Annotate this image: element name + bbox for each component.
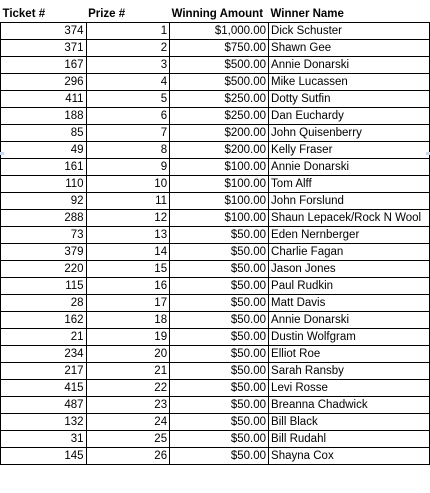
cell-ticket[interactable]: 145 — [1, 447, 87, 464]
cell-prize[interactable]: 5 — [86, 90, 170, 107]
cell-winner-name[interactable]: Dan Euchardy — [269, 107, 430, 124]
header-prize[interactable]: Prize # — [86, 0, 170, 22]
cell-amount[interactable]: $50.00 — [170, 396, 269, 413]
cell-winner-name[interactable]: Mike Lucassen — [269, 73, 430, 90]
cell-winner-name[interactable]: Jason Jones — [269, 260, 430, 277]
table-row — [1, 107, 430, 124]
table-row — [1, 396, 430, 413]
cell-prize[interactable]: 10 — [86, 175, 170, 192]
cell-amount[interactable]: $50.00 — [170, 277, 269, 294]
cell-prize[interactable]: 26 — [86, 447, 170, 464]
cell-ticket[interactable]: 161 — [1, 158, 87, 175]
cell-prize[interactable]: 25 — [86, 430, 170, 447]
cell-prize[interactable]: 11 — [86, 192, 170, 209]
table-row — [1, 447, 430, 464]
table-row — [1, 311, 430, 328]
cell-ticket[interactable]: 217 — [1, 362, 87, 379]
cell-winner-name[interactable]: Levi Rosse — [269, 379, 430, 396]
cell-prize[interactable]: 6 — [86, 107, 170, 124]
table-row — [1, 90, 430, 107]
row-marker-left — [0, 152, 4, 155]
table-row — [1, 73, 430, 90]
cell-prize[interactable]: 19 — [86, 328, 170, 345]
cell-amount[interactable]: $100.00 — [170, 175, 269, 192]
cell-winner-name[interactable]: Bill Rudahl — [269, 430, 430, 447]
row-marker-right — [426, 152, 430, 155]
cell-ticket[interactable]: 31 — [1, 430, 87, 447]
cell-ticket[interactable]: 288 — [1, 209, 87, 226]
cell-winner-name[interactable]: John Quisenberry — [269, 124, 430, 141]
cell-prize[interactable]: 1 — [86, 22, 170, 39]
cell-ticket[interactable]: 21 — [1, 328, 87, 345]
cell-winner-name[interactable]: Matt Davis — [269, 294, 430, 311]
cell-amount[interactable]: $750.00 — [170, 39, 269, 56]
cell-prize[interactable]: 2 — [86, 39, 170, 56]
table-row — [1, 294, 430, 311]
cell-ticket[interactable]: 115 — [1, 277, 87, 294]
cell-prize[interactable]: 24 — [86, 413, 170, 430]
cell-prize[interactable]: 9 — [86, 158, 170, 175]
cell-amount[interactable]: $50.00 — [170, 311, 269, 328]
cell-winner-name[interactable]: Sarah Ransby — [269, 362, 430, 379]
cell-winner-name[interactable]: Dotty Sutfin — [269, 90, 430, 107]
header-ticket[interactable]: Ticket # — [1, 0, 87, 22]
cell-prize[interactable]: 14 — [86, 243, 170, 260]
cell-amount[interactable]: $50.00 — [170, 243, 269, 260]
cell-winner-name[interactable]: Eden Nernberger — [269, 226, 430, 243]
cell-prize[interactable]: 17 — [86, 294, 170, 311]
cell-winner-name[interactable]: John Forslund — [269, 192, 430, 209]
cell-prize[interactable]: 22 — [86, 379, 170, 396]
cell-ticket[interactable]: 132 — [1, 413, 87, 430]
table-body — [1, 22, 430, 464]
cell-amount[interactable]: $1,000.00 — [170, 22, 269, 39]
cell-winner-name[interactable]: Kelly Fraser — [269, 141, 430, 158]
cell-ticket[interactable]: 92 — [1, 192, 87, 209]
cell-amount[interactable]: $200.00 — [170, 124, 269, 141]
cell-prize[interactable]: 21 — [86, 362, 170, 379]
cell-amount[interactable]: $50.00 — [170, 413, 269, 430]
cell-winner-name[interactable]: Elliot Roe — [269, 345, 430, 362]
cell-winner-name[interactable]: Bill Black — [269, 413, 430, 430]
cell-ticket[interactable]: 487 — [1, 396, 87, 413]
cell-ticket[interactable]: 28 — [1, 294, 87, 311]
cell-amount[interactable]: $50.00 — [170, 447, 269, 464]
cell-amount[interactable]: $50.00 — [170, 362, 269, 379]
cell-prize[interactable]: 15 — [86, 260, 170, 277]
cell-prize[interactable]: 7 — [86, 124, 170, 141]
cell-winner-name[interactable]: Paul Rudkin — [269, 277, 430, 294]
cell-amount[interactable]: $500.00 — [170, 73, 269, 90]
header-name[interactable]: Winner Name — [269, 0, 430, 22]
table-row — [1, 209, 430, 226]
cell-ticket[interactable]: 188 — [1, 107, 87, 124]
cell-prize[interactable]: 16 — [86, 277, 170, 294]
cell-ticket[interactable]: 415 — [1, 379, 87, 396]
table-row — [1, 328, 430, 345]
cell-ticket[interactable]: 110 — [1, 175, 87, 192]
cell-amount[interactable]: $50.00 — [170, 226, 269, 243]
table-row — [1, 22, 430, 39]
cell-winner-name[interactable]: Shayna Cox — [269, 447, 430, 464]
header-row — [1, 0, 430, 22]
table-row — [1, 192, 430, 209]
table-row — [1, 39, 430, 56]
cell-amount[interactable]: $500.00 — [170, 56, 269, 73]
cell-winner-name[interactable]: Annie Donarski — [269, 311, 430, 328]
table-row — [1, 362, 430, 379]
cell-prize[interactable]: 3 — [86, 56, 170, 73]
cell-amount[interactable]: $250.00 — [170, 107, 269, 124]
cell-winner-name[interactable]: Annie Donarski — [269, 56, 430, 73]
cell-amount[interactable]: $100.00 — [170, 158, 269, 175]
cell-amount[interactable]: $100.00 — [170, 209, 269, 226]
cell-winner-name[interactable]: Shaun Lepacek/Rock N Wool — [269, 209, 430, 226]
cell-winner-name[interactable]: Breanna Chadwick — [269, 396, 430, 413]
cell-ticket[interactable]: 371 — [1, 39, 87, 56]
cell-prize[interactable]: 8 — [86, 141, 170, 158]
cell-winner-name[interactable]: Dustin Wolfgram — [269, 328, 430, 345]
table-row — [1, 430, 430, 447]
cell-amount[interactable]: $50.00 — [170, 430, 269, 447]
cell-prize[interactable]: 13 — [86, 226, 170, 243]
cell-amount[interactable]: $100.00 — [170, 192, 269, 209]
cell-ticket[interactable]: 49 — [1, 141, 87, 158]
cell-winner-name[interactable]: Annie Donarski — [269, 158, 430, 175]
cell-ticket[interactable]: 162 — [1, 311, 87, 328]
table-row — [1, 56, 430, 73]
cell-prize[interactable]: 4 — [86, 73, 170, 90]
table-row — [1, 226, 430, 243]
cell-amount[interactable]: $50.00 — [170, 345, 269, 362]
cell-ticket[interactable]: 374 — [1, 22, 87, 39]
table-row — [1, 413, 430, 430]
cell-ticket[interactable]: 167 — [1, 56, 87, 73]
cell-winner-name[interactable]: Shawn Gee — [269, 39, 430, 56]
cell-amount[interactable]: $50.00 — [170, 328, 269, 345]
cell-amount[interactable]: $50.00 — [170, 294, 269, 311]
table-row — [1, 124, 430, 141]
cell-amount[interactable]: $50.00 — [170, 379, 269, 396]
cell-prize[interactable]: 12 — [86, 209, 170, 226]
table-row — [1, 277, 430, 294]
table-row — [1, 158, 430, 175]
cell-ticket[interactable]: 379 — [1, 243, 87, 260]
cell-winner-name[interactable]: Dick Schuster — [269, 22, 430, 39]
table-row — [1, 345, 430, 362]
cell-amount[interactable]: $200.00 — [170, 141, 269, 158]
cell-winner-name[interactable]: Charlie Fagan — [269, 243, 430, 260]
table-row — [1, 141, 430, 158]
cell-winner-name[interactable]: Tom Alff — [269, 175, 430, 192]
cell-prize[interactable]: 20 — [86, 345, 170, 362]
cell-prize[interactable]: 23 — [86, 396, 170, 413]
cell-ticket[interactable]: 73 — [1, 226, 87, 243]
table-row — [1, 260, 430, 277]
cell-ticket[interactable]: 220 — [1, 260, 87, 277]
cell-prize[interactable]: 18 — [86, 311, 170, 328]
table-row — [1, 243, 430, 260]
cell-ticket[interactable]: 234 — [1, 345, 87, 362]
table-row — [1, 379, 430, 396]
cell-ticket[interactable]: 411 — [1, 90, 87, 107]
table-row — [1, 175, 430, 192]
cell-amount[interactable]: $50.00 — [170, 260, 269, 277]
cell-amount[interactable]: $250.00 — [170, 90, 269, 107]
cell-ticket[interactable]: 296 — [1, 73, 87, 90]
cell-ticket[interactable]: 85 — [1, 124, 87, 141]
header-amount[interactable]: Winning Amount — [170, 0, 269, 22]
